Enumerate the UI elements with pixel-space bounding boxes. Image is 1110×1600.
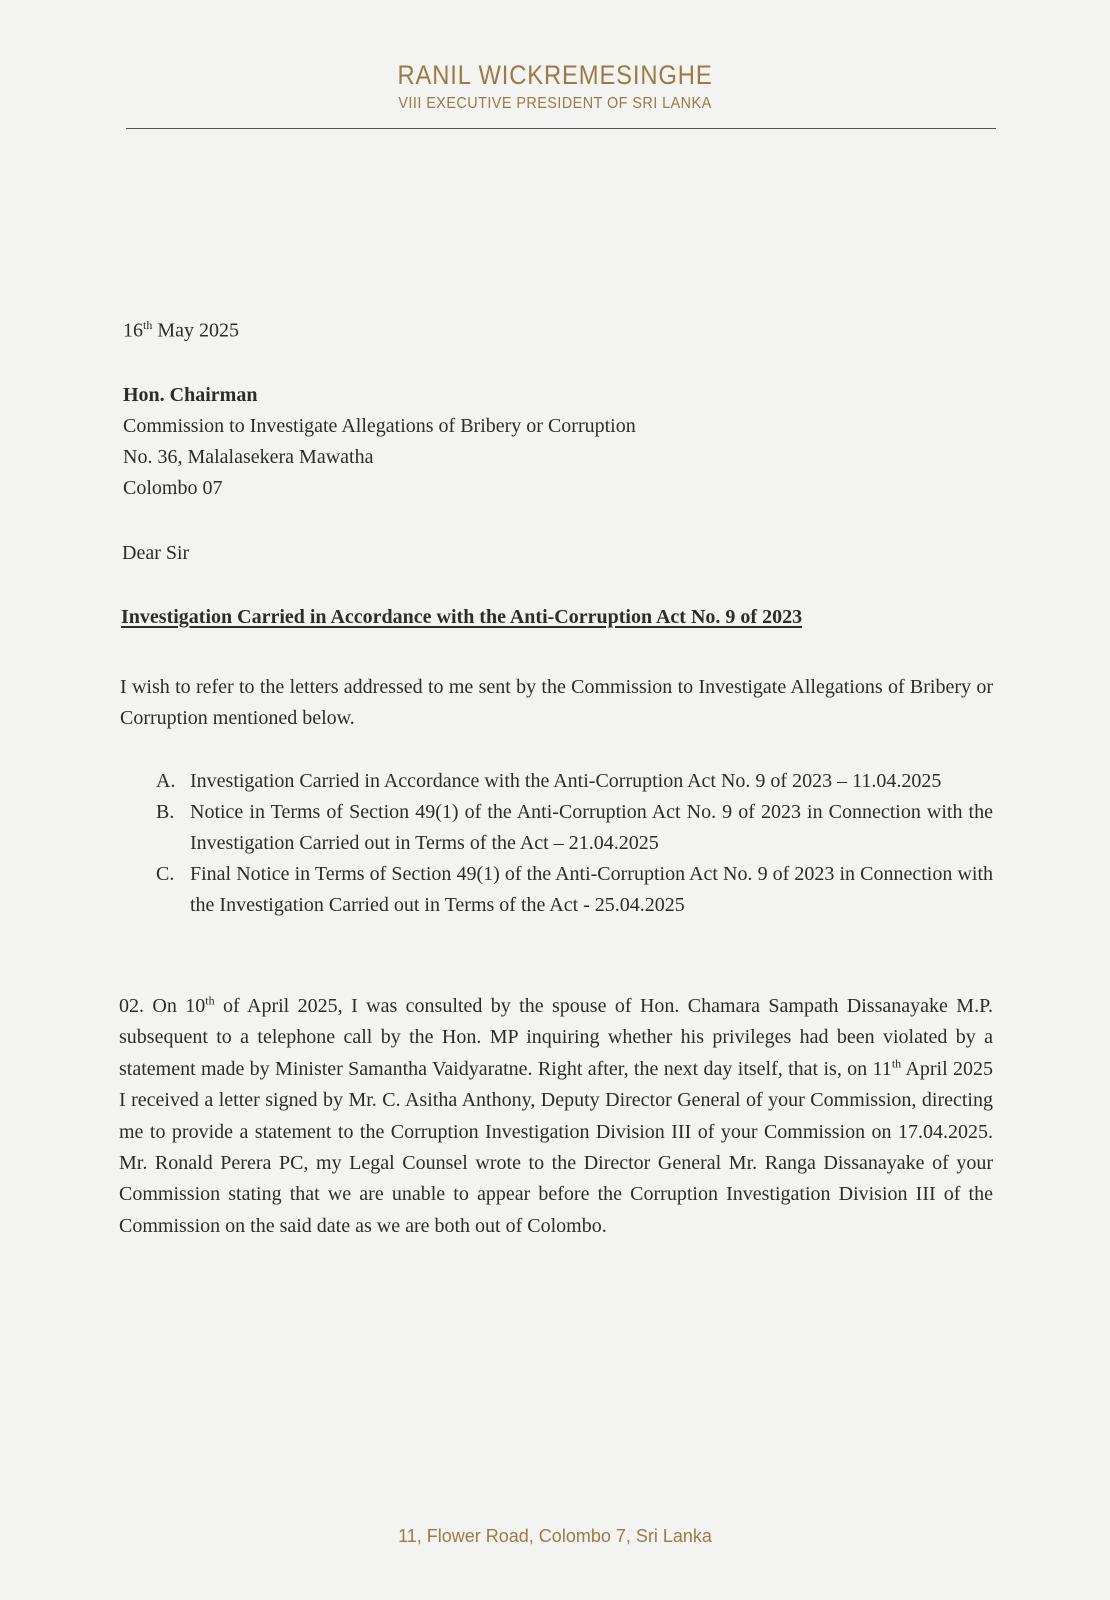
recipient-title: Hon. Chairman bbox=[123, 384, 258, 406]
recipient-line-3: Colombo 07 bbox=[123, 477, 223, 499]
recipient-line-1: Commission to Investigate Allegations of Bribery or Corruption bbox=[123, 415, 636, 437]
ordinal-suffix: th bbox=[891, 1056, 902, 1071]
salutation: Dear Sir bbox=[122, 542, 190, 564]
reference-letter: C. bbox=[156, 863, 175, 885]
date-day: 16 bbox=[123, 319, 143, 342]
paragraph-intro: I wish to refer to the letters addressed to me sent by the Commission to Investigate Allegations of Bribery or Corruption mentioned below. bbox=[120, 676, 993, 729]
ordinal-suffix: th bbox=[205, 993, 215, 1008]
letterhead bbox=[0, 60, 1110, 113]
reference-text: Investigation Carried in Accordance with the Anti-Corruption Act No. 9 of 2023 – 11.04.2025 bbox=[190, 770, 942, 792]
paragraph-02 bbox=[119, 991, 993, 1242]
letterhead-divider bbox=[126, 128, 996, 129]
reference-item-b bbox=[152, 797, 993, 859]
reference-item-a bbox=[152, 766, 993, 797]
paragraph-02-part-3: April 2025 I received a letter signed by Mr. C. Asitha Anthony, Deputy Director General of your Commission, directing me to provide a statement to the Corruption Investigation Division III of your Commission on 17.04.2025. Mr. Ronald Perera PC, my Legal Counsel wrote to the Director General Mr. Ranga Dissanayake of your Commission stating that we are unable to appear before the Corruption Investigation Division III of the Commission on the said date as we are both out of Colombo. bbox=[119, 1057, 993, 1237]
paragraph-02-part-1: 02. On 10 bbox=[119, 995, 206, 1017]
reference-text: Notice in Terms of Section 49(1) of the Anti-Corruption Act No. 9 of 2023 in Connection with the Investigation Carried out in Terms of the Act – 21.04.2025 bbox=[190, 801, 993, 854]
letter-date bbox=[123, 318, 239, 343]
reference-list bbox=[152, 766, 993, 921]
letterhead-name: RANIL WICKREMESINGHE bbox=[397, 60, 713, 90]
date-suffix: th bbox=[143, 318, 153, 332]
letterhead-title: VIII EXECUTIVE PRESIDENT OF SRI LANKA bbox=[398, 95, 712, 112]
recipient-address bbox=[123, 380, 636, 504]
recipient-line-2: No. 36, Malalasekera Mawatha bbox=[123, 446, 374, 468]
subject-line: Investigation Carried in Accordance with the Anti-Corruption Act No. 9 of 2023 bbox=[121, 606, 803, 628]
reference-text: Final Notice in Terms of Section 49(1) of the Anti-Corruption Act No. 9 of 2023 in Connection with the Investigation Carried out in Terms of the Act - 25.04.2025 bbox=[190, 863, 993, 916]
reference-letter: A. bbox=[156, 770, 176, 792]
paragraph-02-part-2: of April 2025, I was consulted by the spouse of Hon. Chamara Sampath Dissanayake M.P. subsequent to a telephone call by the Hon. MP inquiring whether his privileges had been violated by a statement made by Minister Samantha Vaidyaratne. Right after, the next day itself, that is, on 11 bbox=[119, 995, 993, 1080]
footer-address: 11, Flower Road, Colombo 7, Sri Lanka bbox=[398, 1526, 712, 1546]
reference-letter: B. bbox=[156, 801, 175, 823]
date-rest: May 2025 bbox=[152, 319, 240, 342]
reference-item-c bbox=[152, 859, 993, 921]
